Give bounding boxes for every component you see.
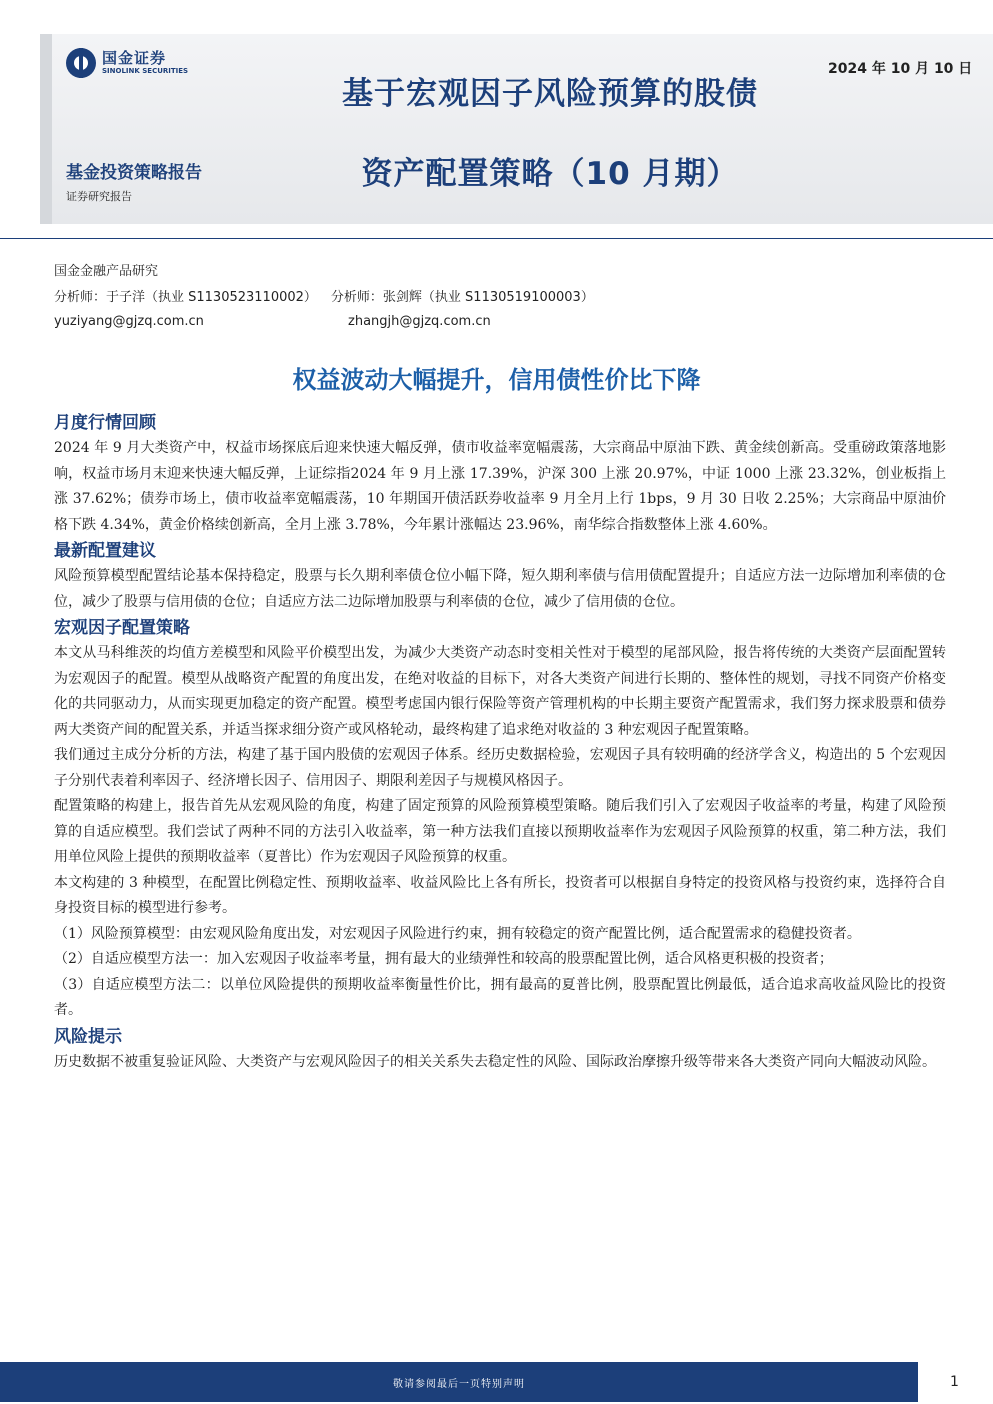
section-title: 风险提示 <box>54 1026 122 1047</box>
paragraph: 本文构建的 3 种模型，在配置比例稳定性、预期收益率、收益风险比上各有所长，投资者可以根据自身特定的投资风格与投资约束，选择符合自身投资目标的模型进行参考。 <box>54 874 946 916</box>
paragraph: 配置策略的构建上，报告首先从宏观风险的角度，构建了固定预算的风险预算模型策略。随后我们引入了宏观因子收益率的考量，构建了风险预算的自适应模型。我们尝试了两种不同的方法引入收益率，第一种方法我们直接以预期收益率作为宏观因子风险预算的权重，第二种方法，我们用单位风险上提供的预期收益率（夏普比）作为宏观因子风险预算的权重。 <box>54 798 946 865</box>
page-number: 1 <box>950 1374 959 1390</box>
analyst-2: 分析师：张剑辉（执业 S1130519100003） <box>330 290 594 305</box>
analyst-1-email[interactable]: yuziyang@gjzq.com.cn <box>54 314 204 329</box>
paragraph: 本文从马科维茨的均值方差模型和风险平价模型出发，为减少大类资产动态时变相关性对于模型的尾部风险，报告将传统的大类资产层面配置转为宏观因子的配置。模型从战略资产配置的角度出发，在绝对收益的目标下，对各大类资产间进行长期的、整体性的规划，寻找不同资产价格变化的共同驱动力，从而实现更加稳定的资产配置。模型考虑国内银行保险等资产管理机构的中长期主要资产配置需求，我们努力探求股票和债券两大类资产间的配置关系，并适当探求细分资产或风格轮动，最终构建了追求绝对收益的 3 种宏观因子配置策略。 <box>54 645 946 738</box>
analyst-line <box>54 286 594 305</box>
analyst-1: 分析师：于子洋（执业 S1130523110002） <box>54 290 317 305</box>
logo-mark-icon <box>66 48 96 78</box>
section-title: 宏观因子配置策略 <box>54 618 190 638</box>
paragraph: 风险预算模型配置结论基本保持稳定，股票与长久期利率债仓位小幅下降，短久期利率债与信用债配置提升；自适应方法一边际增加利率债的仓位，减少了股票与信用债的仓位；自适应方法二边际增加股票与利率债的仓位，减少了信用债的仓位。 <box>54 568 946 610</box>
research-team: 国金金融产品研究 <box>54 264 159 279</box>
paragraph: 历史数据不被重复验证风险、大类资产与宏观风险因子的相关关系失去稳定性的风险、国际政治摩擦升级等带来各大类资产同向大幅波动风险。 <box>54 1053 936 1070</box>
logo-name-cn: 国金证券 <box>102 49 167 67</box>
report-date: 2024 年 10 月 10 日 <box>828 61 973 77</box>
paragraph: （3）自适应模型方法二：以单位风险提供的预期收益率衡量性价比，拥有最高的夏普比例，股票配置比例最低，适合追求高收益风险比的投资者。 <box>54 976 946 1018</box>
report-category: 证券研究报告 <box>66 190 132 203</box>
paragraph: （1）风险预算模型：由宏观风险角度出发，对宏观因子风险进行约束，拥有较稳定的资产配置比例，适合配置需求的稳健投资者。 <box>54 925 861 942</box>
header-accent-bar <box>40 34 52 224</box>
header-divider <box>0 238 993 239</box>
company-logo <box>66 46 216 80</box>
section-macro-strategy <box>54 615 946 1024</box>
paragraph: （2）自适应模型方法一：加入宏观因子收益率考量，拥有最大的业绩弹性和较高的股票配置比例，适合风格更积极的投资者； <box>54 951 833 967</box>
section-title: 最新配置建议 <box>54 541 156 561</box>
report-title-line1: 基于宏观因子风险预算的股债 <box>342 76 758 112</box>
report-type: 基金投资策略报告 <box>66 163 202 183</box>
section-risk-warning <box>54 1024 946 1076</box>
analyst-2-email[interactable]: zhangjh@gjzq.com.cn <box>348 314 491 329</box>
paragraph: 2024 年 9 月大类资产中，权益市场探底后迎来快速大幅反弹，债市收益率宽幅震荡，大宗商品中原油下跌、黄金续创新高。受重磅政策落地影响，权益市场月末迎来快速大幅反弹，上证综指2024 年 9 月上涨 17.39%，沪深 300 上涨 20.97%，中证 1000 上涨 23.32%，创业板指上涨 37.62%；债券市场上，债市收益率宽幅震荡，10 年期国开债活跃券收益率 9 月全月上行 1bps，9 月 30 日收 2.25%；大宗商品中原油价格下跌 4.34%，黄金价格续创新高，全月上涨 3.78%，今年累计涨幅达 23.96%，南华综合指数整体上涨 4.60%。 <box>54 440 946 533</box>
report-title-line2: 资产配置策略（10 月期） <box>361 156 739 192</box>
report-headline: 权益波动大幅提升，信用债性价比下降 <box>292 366 701 394</box>
section-title: 月度行情回顾 <box>54 413 156 433</box>
footer-bar <box>0 1362 918 1402</box>
report-body <box>54 410 946 1075</box>
section-allocation-advice <box>54 538 946 615</box>
footer-notice: 敬请参阅最后一页特别声明 <box>393 1378 525 1390</box>
section-market-review <box>54 410 946 538</box>
paragraph: 我们通过主成分分析的方法，构建了基于国内股债的宏观因子体系。经历史数据检验，宏观因子具有较明确的经济学含义，构造出的 5 个宏观因子分别代表着利率因子、经济增长因子、信用因子、期限利差因子与规模风格因子。 <box>54 747 946 789</box>
logo-name-en: SINOLINK SECURITIES <box>102 67 189 75</box>
